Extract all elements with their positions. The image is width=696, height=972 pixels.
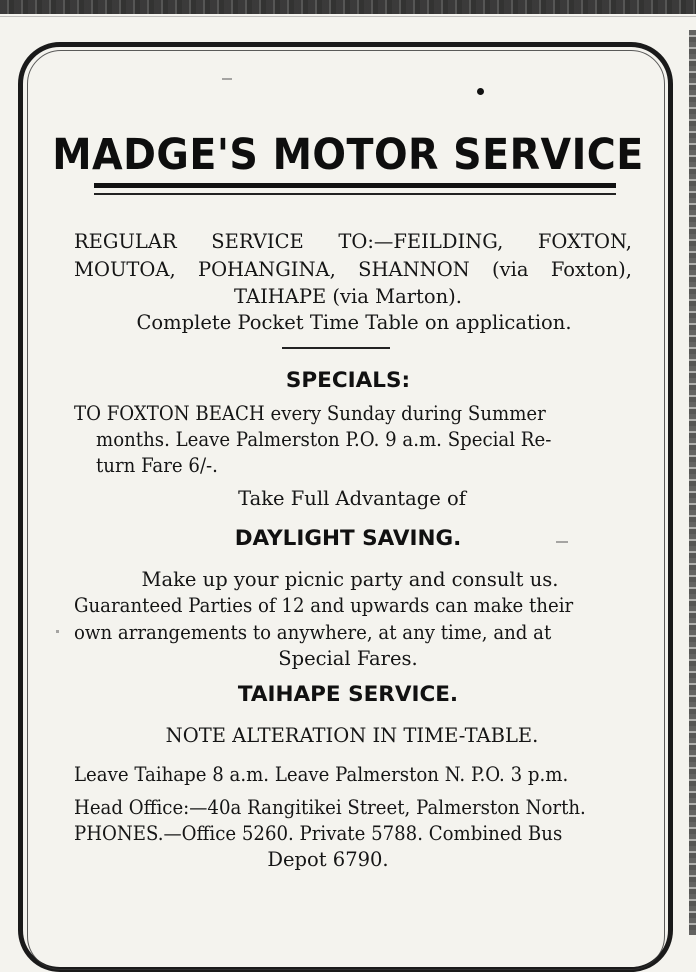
specials-line-4: Take Full Advantage of [238, 487, 466, 510]
scan-top-line [0, 16, 696, 17]
daylight-line-3: own arrangements to anywhere, at any time, and at [74, 621, 552, 644]
ink-speck [222, 78, 232, 80]
word: (via [492, 258, 529, 281]
timetable-alteration-note: NOTE ALTERATION IN TIME-TABLE. [165, 724, 539, 747]
word: MOUTOA, [74, 258, 176, 281]
word: TO:—FEILDING, [338, 230, 504, 253]
word: SHANNON [358, 258, 470, 281]
taihape-heading: TAIHAPE SERVICE. [237, 682, 459, 707]
regular-service-line-3: TAIHAPE (via Marton). [234, 285, 462, 308]
regular-service-line-1 [74, 232, 632, 252]
ink-speck [56, 630, 59, 633]
phones-line: PHONES.—Office 5260. Private 5788. Combined Bus [74, 822, 563, 845]
daylight-heading: DAYLIGHT SAVING. [234, 526, 462, 551]
scan-top-edge [0, 0, 696, 14]
daylight-line-2: Guaranteed Parties of 12 and upwards can make their [74, 594, 574, 617]
title-rule-thick [94, 183, 616, 188]
word: REGULAR [74, 230, 177, 253]
specials-line-2: months. Leave Palmerston P.O. 9 a.m. Special Re- [96, 428, 552, 451]
daylight-line-4: Special Fares. [278, 647, 418, 670]
word: Foxton), [550, 258, 632, 281]
specials-line-3: turn Fare 6/-. [96, 454, 218, 477]
word: FOXTON, [537, 230, 632, 253]
scan-right-edge [689, 30, 696, 935]
word: SERVICE [211, 230, 304, 253]
ink-dot [477, 88, 484, 95]
title-rule-thin [94, 193, 616, 195]
regular-service-line-2 [74, 260, 632, 280]
timetable-note: Complete Pocket Time Table on application. [136, 311, 572, 334]
specials-heading: SPECIALS: [285, 368, 411, 393]
daylight-line-1: Make up your picnic party and consult us. [141, 568, 559, 591]
depot-phone: Depot 6790. [267, 848, 389, 871]
section-divider [282, 347, 390, 349]
head-office-address: Head Office:—40a Rangitikei Street, Palmerston North. [74, 796, 586, 819]
word: POHANGINA, [197, 258, 336, 281]
specials-line-1: TO FOXTON BEACH every Sunday during Summer [74, 402, 546, 425]
taihape-times: Leave Taihape 8 a.m. Leave Palmerston N. P.O. 3 p.m. [74, 763, 569, 786]
advert-title: MADGE'S MOTOR SERVICE [52, 130, 644, 180]
